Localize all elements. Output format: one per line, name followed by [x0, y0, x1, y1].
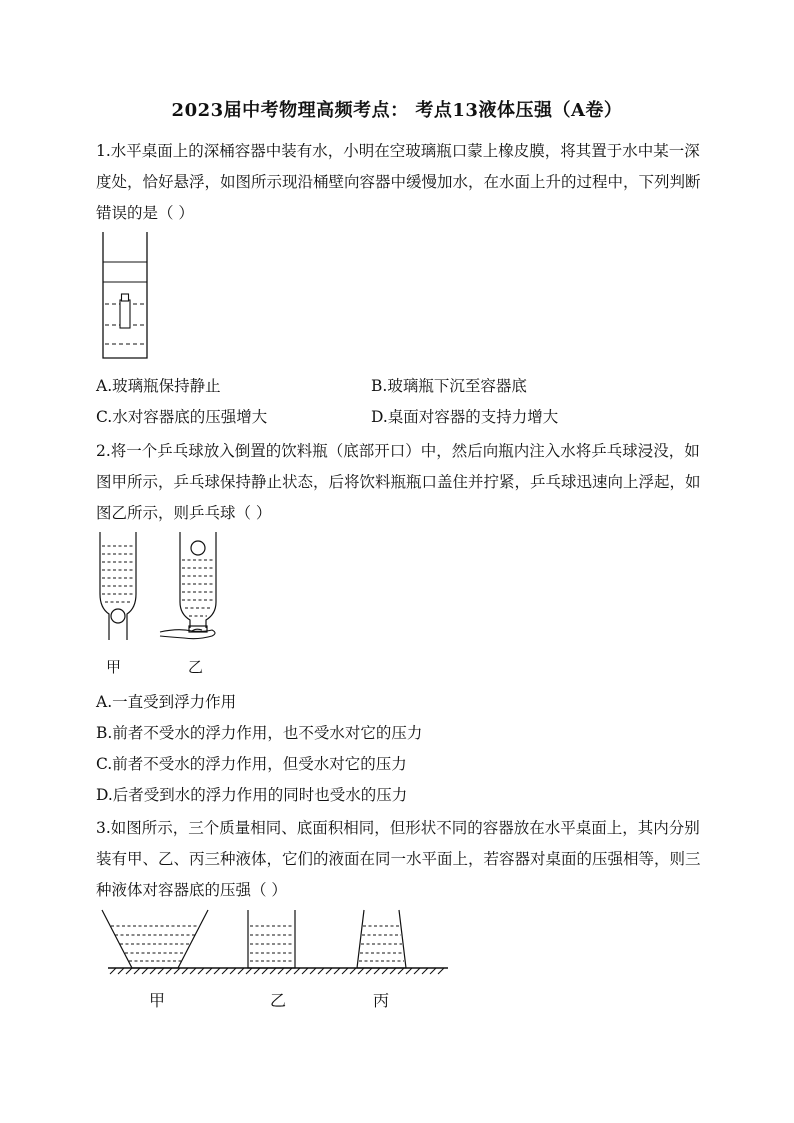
q2-figure-bottle-yi	[158, 532, 222, 644]
q1-option-c: C.水对容器底的压强增大	[96, 408, 268, 426]
q3-figure-three-containers	[96, 906, 456, 982]
hand-icon	[160, 629, 215, 638]
q3-figure-label-jia: 甲	[149, 991, 166, 1010]
q1-option-a: A.玻璃瓶保持静止	[96, 377, 221, 395]
page-title: 2023届中考物理高频考点： 考点13液体压强（A卷）	[171, 100, 623, 121]
q1-option-b: B.玻璃瓶下沉至容器底	[371, 377, 527, 395]
question-2-stem: 2.将一个乒乓球放入倒置的饮料瓶（底部开口）中，然后向瓶内注入水将乒乓球浸没，如图甲所示，乒乓球保持静止状态，后将饮料瓶瓶口盖住并拧紧，乒乓球迅速向上浮起，如图乙所示，则乒乓球（ ）	[96, 442, 701, 522]
q2-figure-label-jia: 甲	[106, 658, 122, 676]
q2-option-b: B.前者不受水的浮力作用，也不受水对它的压力	[96, 724, 423, 742]
q3-figure-label-bing: 丙	[373, 991, 390, 1010]
q1-figure-bucket-with-bottle	[100, 232, 150, 360]
q2-option-c: C.前者不受水的浮力作用，但受水对它的压力	[96, 755, 407, 773]
q2-figure-bottle-jia	[96, 532, 140, 644]
question-3-stem: 3.如图所示，三个质量相同、底面积相同，但形状不同的容器放在水平桌面上，其内分别装有甲、乙、丙三种液体，它们的液面在同一水平面上，若容器对桌面的压强相等，则三种液体对容器底的压强（ ）	[96, 819, 701, 899]
q2-figure-label-yi: 乙	[188, 658, 204, 676]
q2-option-d: D.后者受到水的浮力作用的同时也受水的压力	[96, 786, 408, 804]
question-1-stem: 1.水平桌面上的深桶容器中装有水，小明在空玻璃瓶口蒙上橡皮膜，将其置于水中某一深度处，恰好悬浮，如图所示现沿桶壁向容器中缓慢加水，在水面上升的过程中，下列判断错误的是（ ）	[96, 142, 701, 222]
q2-option-a: A.一直受到浮力作用	[96, 693, 237, 711]
q3-figure-label-yi: 乙	[270, 991, 287, 1010]
q1-option-d: D.桌面对容器的支持力增大	[371, 408, 559, 426]
